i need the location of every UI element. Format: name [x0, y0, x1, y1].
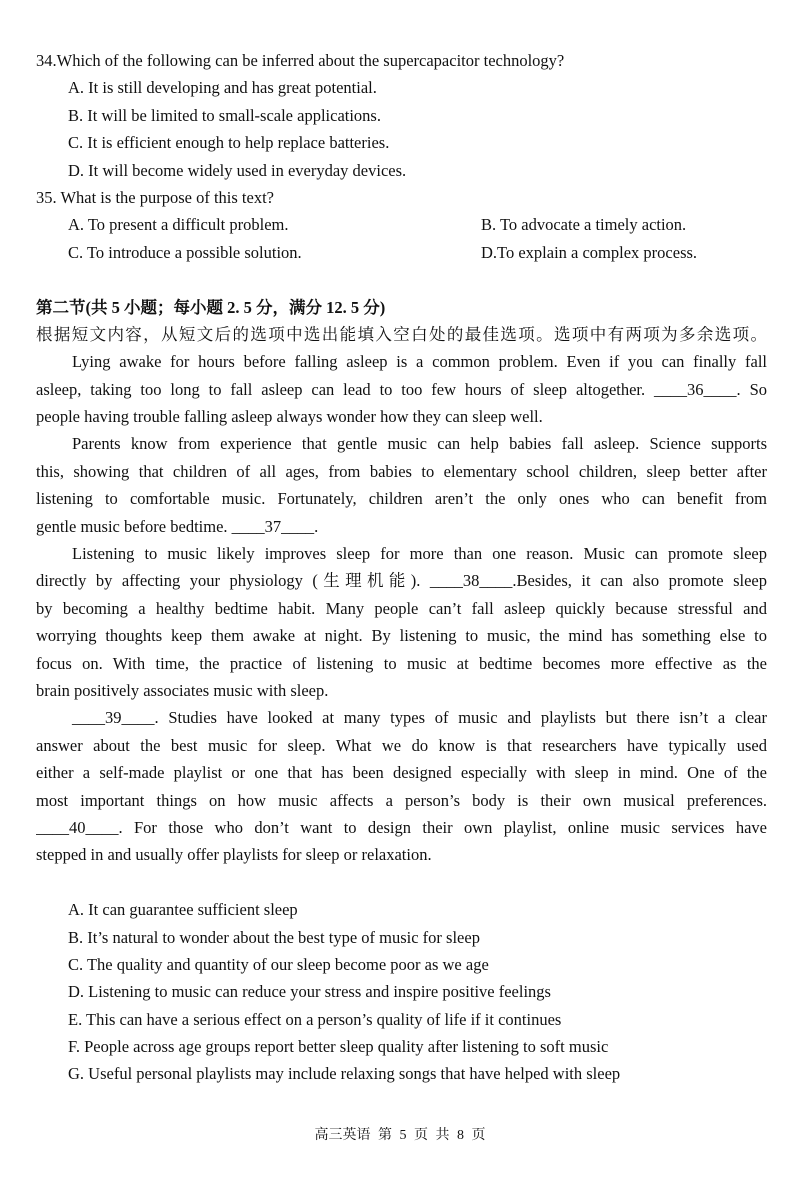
question-34-stem: 34.Which of the following can be inferred about the supercapacitor technology?: [36, 51, 565, 70]
passage-line: ____39____. Studies have looked at many types of music and playlists but there isn’t a clear: [72, 708, 767, 728]
passage-line: Listening to music likely improves sleep for more than one reason. Music can promote sleep: [72, 544, 767, 564]
passage-line: listening to comfortable music. Fortunately, children aren’t the only ones who can benefit from: [36, 489, 767, 509]
question-35-stem: 35. What is the purpose of this text?: [36, 187, 274, 207]
question-35-options-row-2: [36, 239, 767, 266]
passage-line: asleep, taking too long to fall asleep can lead to too few hours of sleep altogether. ____36____. So: [36, 379, 767, 399]
choice-e: E. This can have a serious effect on a person’s quality of life if it continues: [68, 1009, 562, 1029]
choice-d: D. Listening to music can reduce your stress and inspire positive feelings: [68, 982, 551, 1002]
choice-f: F. People across age groups report better sleep quality after listening to soft music: [68, 1037, 609, 1057]
passage-line: directly by affecting your physiology (生理机能). ____38____.Besides, it can also promote sleep: [36, 571, 767, 591]
passage-line: worrying thoughts keep them awake at night. By listening to music, the mind has something else to: [36, 626, 767, 646]
page-footer: 高三英语 第 5 页 共 8 页: [314, 1128, 486, 1143]
question-35-option-a: A. To present a difficult problem.: [68, 215, 289, 235]
passage-line: most important things on how music affects a person’s body is their own musical preferences.: [36, 790, 767, 810]
question-34-option-a: A. It is still developing and has great potential.: [68, 78, 377, 98]
passage-line: by becoming a healthy bedtime habit. Many people can’t fall asleep quickly because stressful and: [36, 598, 767, 618]
passage-paragraph-4: [36, 704, 767, 868]
question-35-option-d: D.To explain a complex process.: [481, 242, 698, 262]
passage-paragraph-3: [36, 540, 767, 704]
choice-g: G. Useful personal playlists may include relaxing songs that have helped with sleep: [68, 1064, 621, 1084]
passage-line: this, showing that children of all ages, from babies to elementary school children, sleep better after: [36, 461, 767, 481]
passage-line: focus on. With time, the practice of listening to music at bedtime becomes more effective as the: [36, 653, 767, 673]
passage-paragraph-1: [36, 348, 767, 430]
question-34-option-c: C. It is efficient enough to help replace batteries.: [68, 133, 390, 153]
passage-line: stepped in and usually offer playlists for sleep or relaxation.: [36, 845, 432, 865]
passage-line: either a self-made playlist or one that has been designed especially with sleep in mind. One of the: [36, 763, 767, 783]
passage-paragraph-2: [36, 430, 767, 540]
passage-line: people having trouble falling asleep always wonder how they can sleep well.: [36, 407, 543, 427]
question-35-option-c: C. To introduce a possible solution.: [68, 242, 302, 262]
question-35-options-row-1: [36, 211, 767, 238]
passage-line: Lying awake for hours before falling asleep is a common problem. Even if you can finally fall: [72, 352, 767, 372]
question-34-option-b: B. It will be limited to small-scale applications.: [68, 105, 381, 125]
passage-line: Parents know from experience that gentle music can help babies fall asleep. Science supports: [72, 434, 767, 454]
passage-line: answer about the best music for sleep. What we do know is that researchers have typically used: [36, 735, 767, 755]
exam-page: [36, 47, 767, 1088]
section-heading: 第二节(共 5 小题；每小题 2. 5 分，满分 12. 5 分): [36, 297, 386, 317]
passage-line: brain positively associates music with sleep.: [36, 680, 329, 700]
choice-b: B. It’s natural to wonder about the best type of music for sleep: [68, 927, 480, 947]
section-instruction: 根据短文内容，从短文后的选项中选出能填入空白处的最佳选项。选项中有两项为多余选项。: [36, 324, 767, 344]
question-35-option-b: B. To advocate a timely action.: [481, 215, 687, 235]
choice-list: [36, 896, 767, 1088]
question-34-option-d: D. It will become widely used in everyday devices.: [68, 160, 407, 180]
choice-c: C. The quality and quantity of our sleep become poor as we age: [68, 954, 489, 974]
choice-a: A. It can guarantee sufficient sleep: [68, 900, 298, 920]
passage-line: gentle music before bedtime. ____37____.: [36, 516, 319, 536]
passage-line: ____40____. For those who don’t want to design their own playlist, online music services have: [36, 817, 767, 837]
